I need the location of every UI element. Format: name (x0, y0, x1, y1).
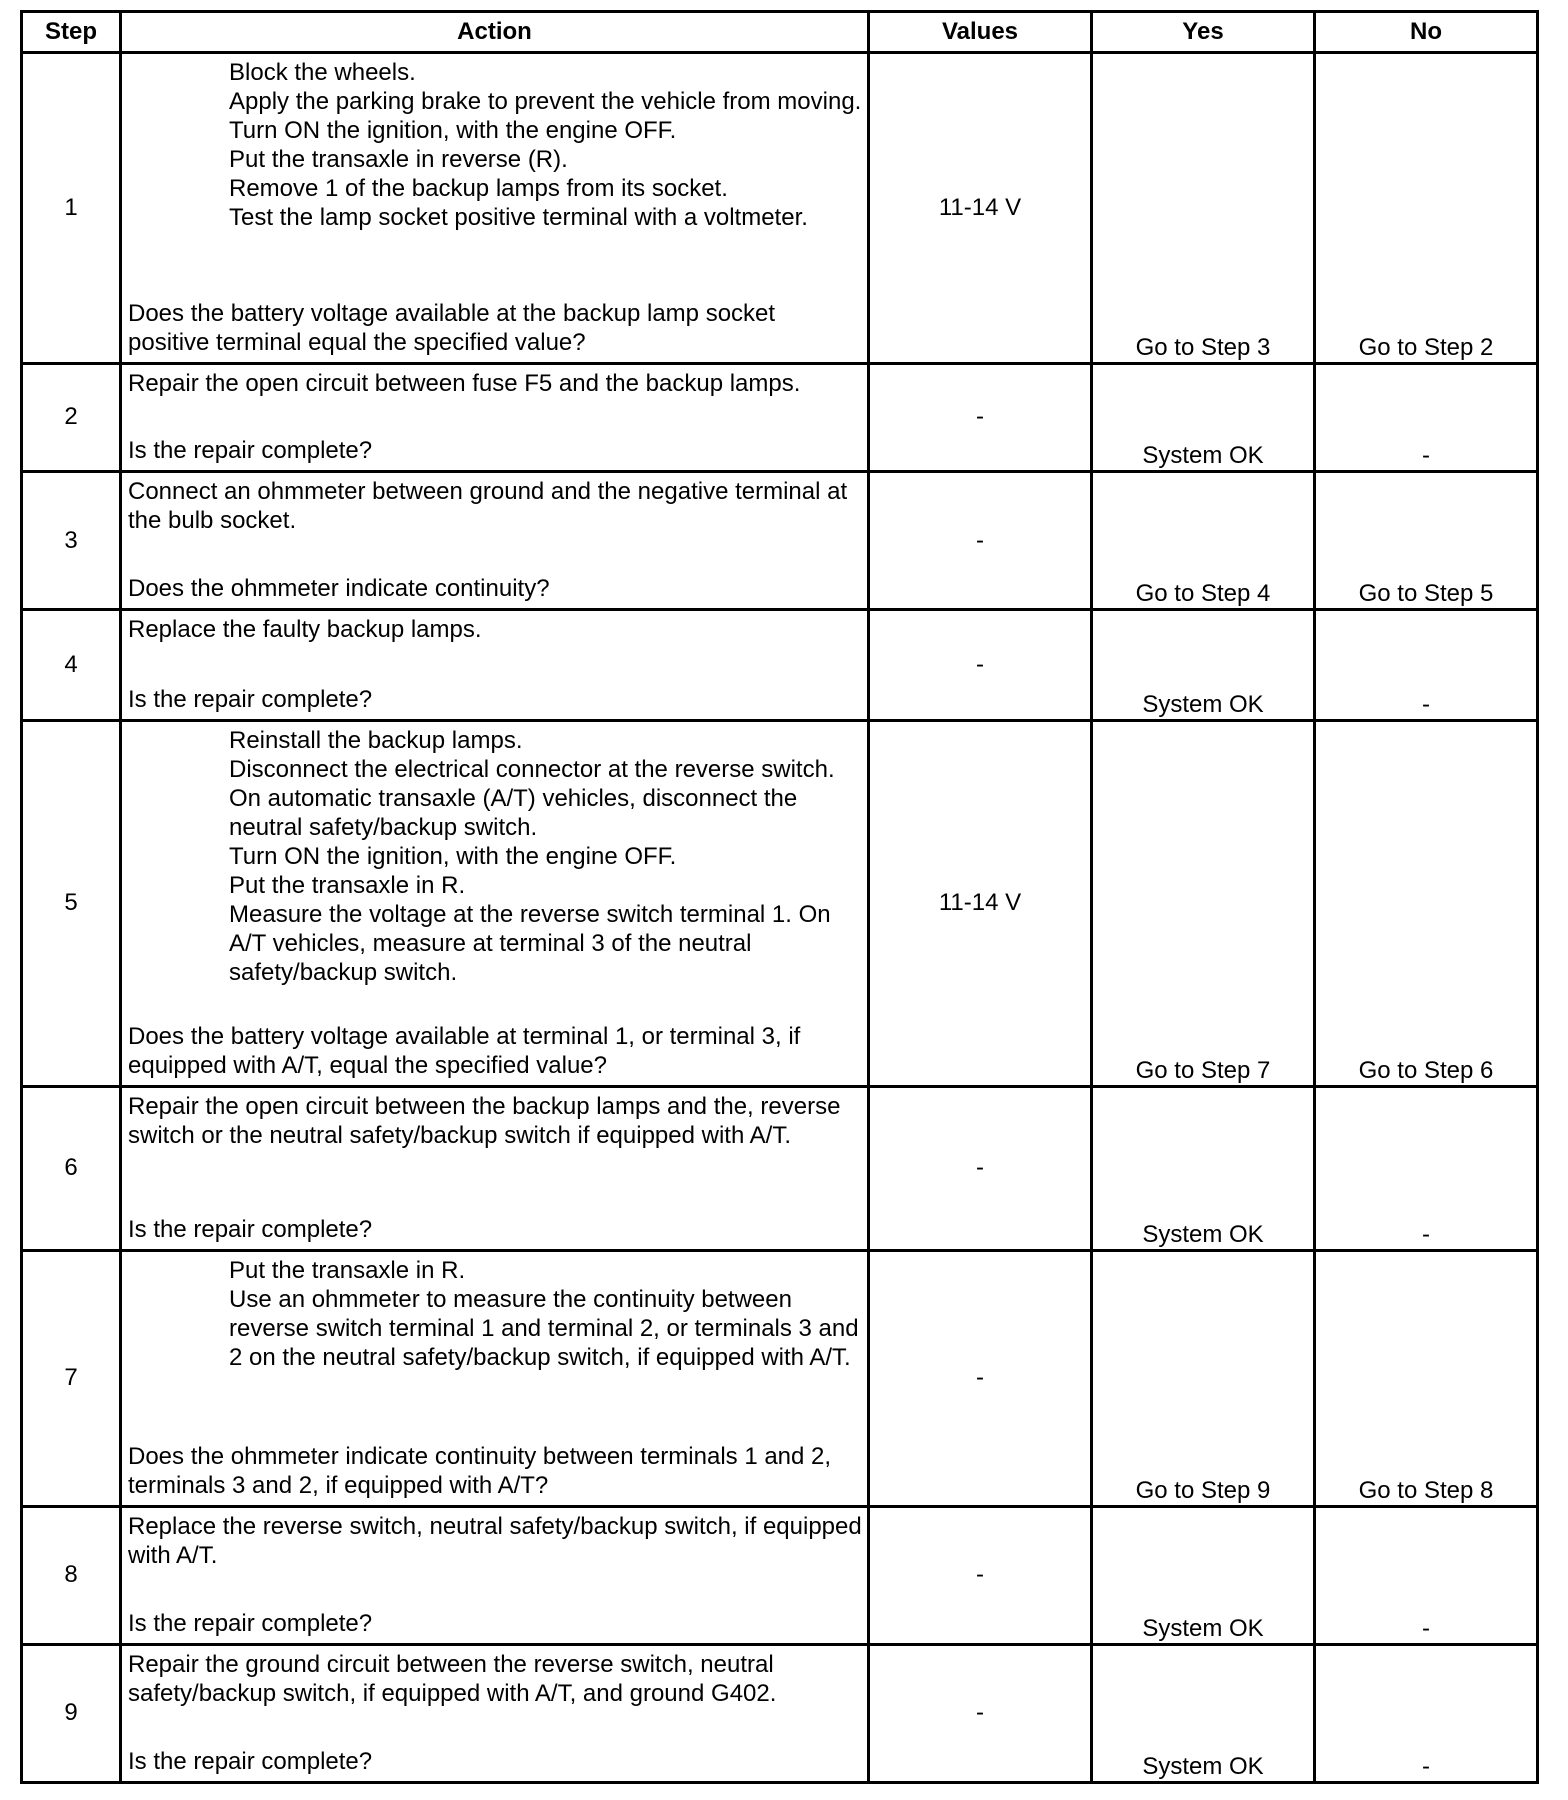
yes-cell: System OK (1092, 610, 1315, 720)
step-number: 4 (22, 610, 121, 720)
instruction-line: Repair the open circuit between the backup lamps and the, reverse switch or the neutral safety/backup switch if equipped with A/T. (128, 1092, 841, 1149)
instruction-line: Connect an ohmmeter between ground and the negative terminal at the bulb socket. (128, 477, 848, 534)
action-question: Is the repair complete? (128, 1609, 373, 1637)
instruction-line: Put the transaxle in reverse (R). (229, 146, 568, 173)
instruction-line: Replace the faulty backup lamps. (128, 616, 482, 644)
table-row (22, 1086, 1538, 1251)
header-action: Action (121, 12, 869, 53)
action-cell (121, 1251, 869, 1507)
header-values: Values (869, 12, 1092, 53)
no-cell: Go to Step 8 (1315, 1251, 1538, 1507)
value-cell: 11-14 V (869, 720, 1092, 1086)
value-cell: - (869, 363, 1092, 471)
value-cell: - (869, 1506, 1092, 1644)
action-cell (121, 363, 869, 471)
step-number: 3 (22, 471, 121, 609)
instruction-line: Apply the parking brake to prevent the vehicle from moving. (229, 88, 862, 115)
action-cell (121, 720, 869, 1086)
table-row (22, 610, 1538, 720)
action-question: Does the battery voltage available at the backup lamp socket positive terminal equal the specified value? (128, 299, 776, 356)
action-instructions (128, 58, 863, 232)
instruction-line: Repair the ground circuit between the reverse switch, neutral safety/backup switch, if equipped with A/T, and ground G402. (128, 1650, 777, 1707)
no-cell: Go to Step 6 (1315, 720, 1538, 1086)
action-instructions (128, 1092, 863, 1150)
action-instructions (128, 615, 863, 644)
no-cell: - (1315, 363, 1538, 471)
step-number: 7 (22, 1251, 121, 1507)
step-number: 5 (22, 720, 121, 1086)
table-row (22, 363, 1538, 471)
yes-cell: System OK (1092, 1644, 1315, 1782)
action-question: Does the ohmmeter indicate continuity between terminals 1 and 2, terminals 3 and 2, if equipped with A/T? (128, 1442, 832, 1499)
header-yes: Yes (1092, 12, 1315, 53)
instruction-line: Put the transaxle in R. (229, 871, 466, 899)
table-row (22, 1506, 1538, 1644)
action-instructions (128, 369, 863, 398)
yes-cell: System OK (1092, 363, 1315, 471)
instruction-line: Block the wheels. (229, 59, 416, 86)
action-cell (121, 1506, 869, 1644)
yes-cell: Go to Step 3 (1092, 53, 1315, 364)
action-question: Is the repair complete? (128, 1216, 373, 1244)
no-cell: Go to Step 5 (1315, 471, 1538, 609)
instruction-line: Turn ON the ignition, with the engine OFF. (229, 842, 677, 870)
header-step: Step (22, 12, 121, 53)
table-row (22, 53, 1538, 364)
yes-cell: Go to Step 4 (1092, 471, 1315, 609)
action-instructions (128, 1650, 863, 1708)
header-row (22, 12, 1538, 53)
table-row (22, 1644, 1538, 1782)
instruction-line: Disconnect the electrical connector at the reverse switch. On automatic transaxle (A/T) vehicles, disconnect the neutral safety/backup switch. (229, 755, 835, 841)
instruction-line: Use an ohmmeter to measure the continuity between reverse switch terminal 1 and terminal 2, or terminals 3 and 2 on the neutral safety/backup switch, if equipped with A/T. (229, 1286, 859, 1372)
step-number: 6 (22, 1086, 121, 1251)
no-cell: - (1315, 1644, 1538, 1782)
action-cell (121, 1086, 869, 1251)
action-question: Is the repair complete? (128, 1748, 373, 1775)
table-row (22, 1251, 1538, 1507)
header-no: No (1315, 12, 1538, 53)
yes-cell: System OK (1092, 1086, 1315, 1251)
table-row (22, 471, 1538, 609)
action-cell (121, 1644, 869, 1782)
no-cell: - (1315, 1506, 1538, 1644)
step-number: 9 (22, 1644, 121, 1782)
instruction-line: Remove 1 of the backup lamps from its socket. (229, 175, 728, 202)
action-question: Does the ohmmeter indicate continuity? (128, 575, 550, 603)
instruction-line: Put the transaxle in R. (229, 1257, 466, 1285)
instruction-line: Repair the open circuit between fuse F5 and the backup lamps. (128, 369, 801, 397)
yes-cell: Go to Step 9 (1092, 1251, 1315, 1507)
diagnostic-table (20, 10, 1539, 1784)
value-cell: - (869, 1251, 1092, 1507)
action-instructions (128, 1256, 863, 1372)
instruction-line: Measure the voltage at the reverse switch terminal 1. On A/T vehicles, measure at terminal 3 of the neutral safety/backup switch. (229, 900, 831, 986)
action-cell (121, 53, 869, 364)
instruction-line: Replace the reverse switch, neutral safety/backup switch, if equipped with A/T. (128, 1512, 862, 1569)
action-question: Is the repair complete? (128, 685, 373, 713)
action-cell (121, 471, 869, 609)
action-instructions (128, 726, 863, 987)
no-cell: - (1315, 1086, 1538, 1251)
step-number: 2 (22, 363, 121, 471)
instruction-line: Test the lamp socket positive terminal with a voltmeter. (229, 204, 808, 231)
value-cell: - (869, 1644, 1092, 1782)
action-cell (121, 610, 869, 720)
instruction-line: Reinstall the backup lamps. (229, 726, 523, 754)
action-instructions (128, 477, 863, 535)
value-cell: - (869, 610, 1092, 720)
value-cell: - (869, 1086, 1092, 1251)
value-cell: 11-14 V (869, 53, 1092, 364)
yes-cell: Go to Step 7 (1092, 720, 1315, 1086)
instruction-line: Turn ON the ignition, with the engine OFF. (229, 117, 677, 144)
action-question: Does the battery voltage available at terminal 1, or terminal 3, if equipped with A/T, equal the specified value? (128, 1022, 801, 1079)
no-cell: Go to Step 2 (1315, 53, 1538, 364)
no-cell: - (1315, 610, 1538, 720)
action-question: Is the repair complete? (128, 436, 373, 464)
action-instructions (128, 1512, 863, 1570)
value-cell: - (869, 471, 1092, 609)
table-row (22, 720, 1538, 1086)
yes-cell: System OK (1092, 1506, 1315, 1644)
step-number: 1 (22, 53, 121, 364)
step-number: 8 (22, 1506, 121, 1644)
